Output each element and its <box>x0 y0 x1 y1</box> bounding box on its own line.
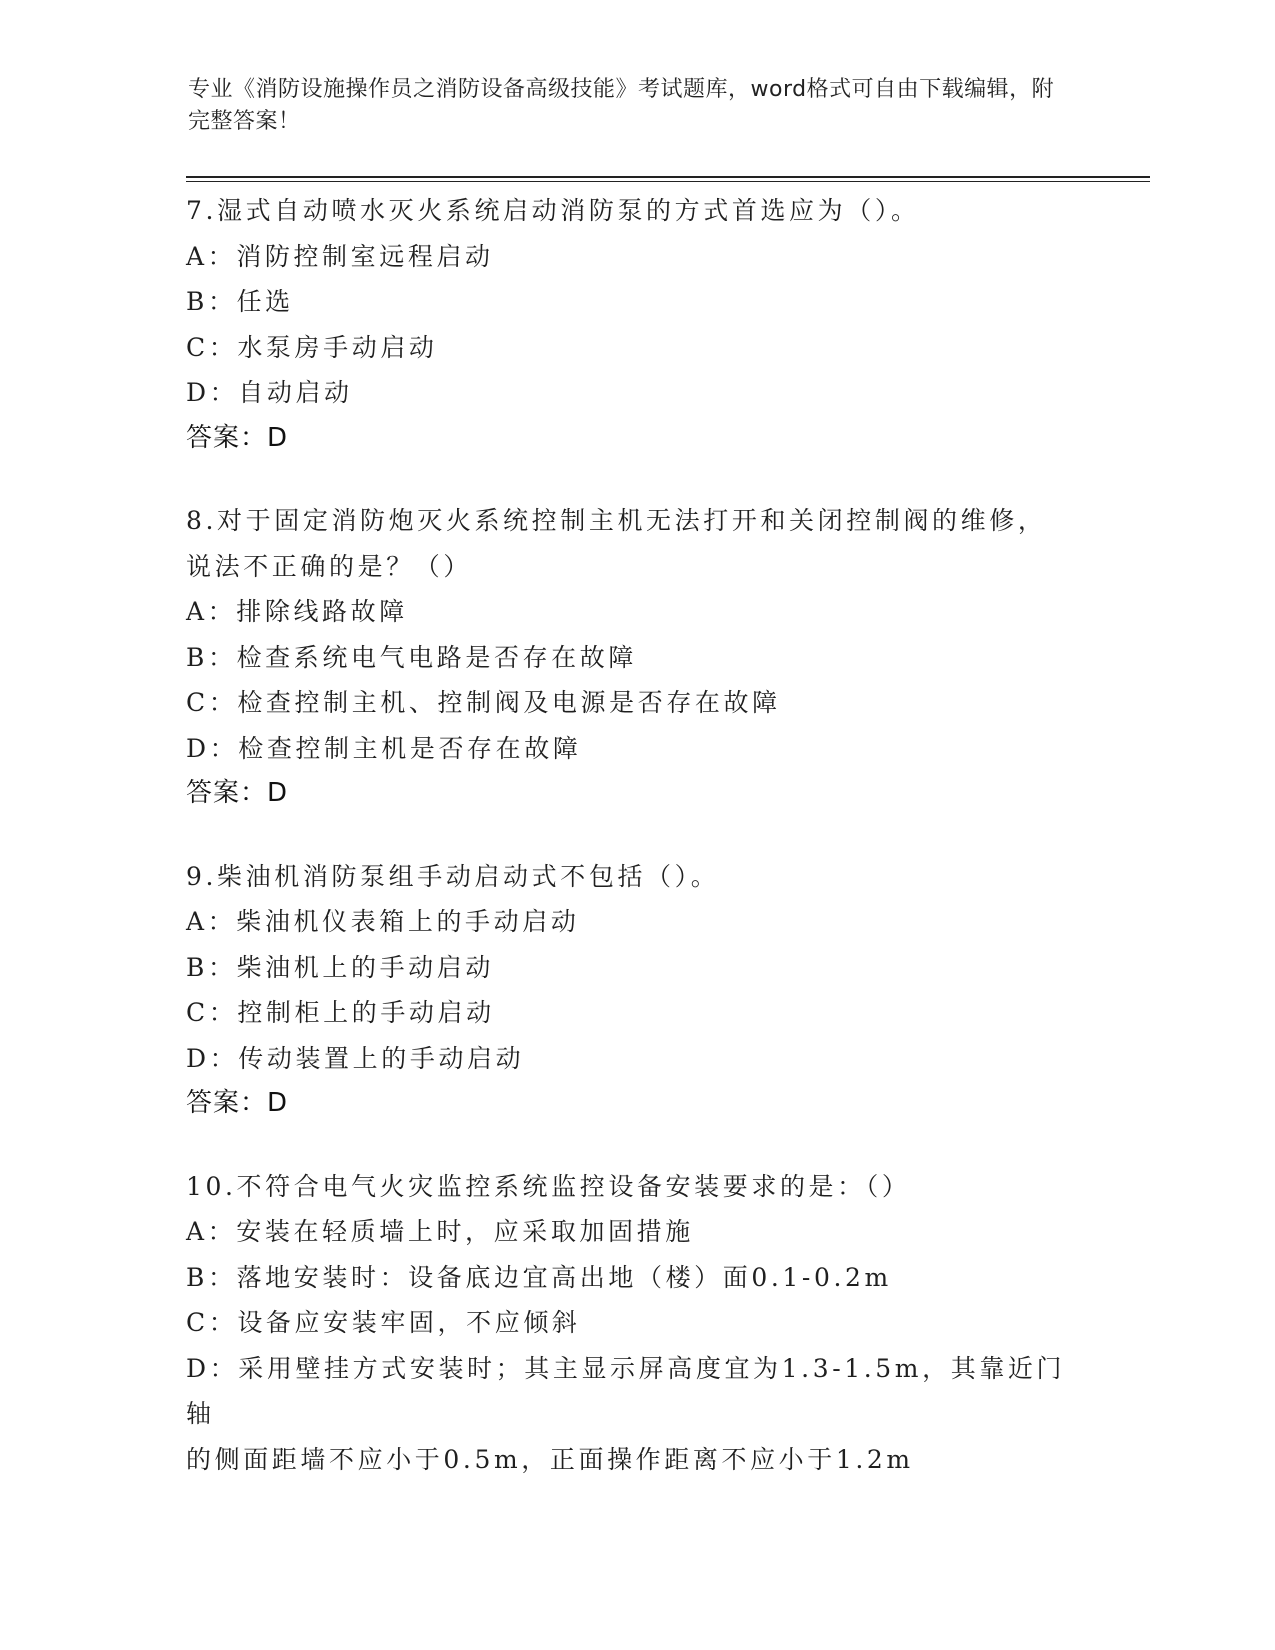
option-d: D：检查控制主机是否存在故障 <box>186 733 582 763</box>
question-9 <box>186 854 1086 1127</box>
option-b: B：柴油机上的手动启动 <box>186 952 494 982</box>
header-divider-thin <box>186 181 1150 182</box>
question-stem: 8.对于固定消防炮灭火系统控制主机无法打开和关闭控制阀的维修， <box>186 506 1047 535</box>
question-stem: 7.湿式自动喷水灭火系统启动消防泵的方式首选应为（）。 <box>186 196 920 225</box>
option-c: C：检查控制主机、控制阀及电源是否存在故障 <box>186 688 781 717</box>
question-10 <box>186 1164 1086 1483</box>
option-a: A：柴油机仪表箱上的手动启动 <box>186 907 580 936</box>
option-c: C：控制柜上的手动启动 <box>186 998 495 1027</box>
option-a: A：排除线路故障 <box>186 597 408 626</box>
option-d: D：传动装置上的手动启动 <box>186 1043 525 1073</box>
question-list <box>186 188 1086 1519</box>
option-b: B：落地安装时：设备底边宜高出地（楼）面0.1-0.2m <box>186 1262 892 1292</box>
option-b: B：检查系统电气电路是否存在故障 <box>186 642 637 672</box>
option-c: C：水泵房手动启动 <box>186 332 438 362</box>
option-d-continued: 的侧面距墙不应小于0.5m，正面操作距离不应小于1.2m <box>186 1444 914 1474</box>
question-7 <box>186 188 1086 461</box>
question-stem: 10.不符合电气火灾监控系统监控设备安装要求的是：（） <box>186 1171 911 1201</box>
answer-line: 答案：D <box>186 422 289 453</box>
document-header: 专业《消防设施操作员之消防设备高级技能》考试题库，word格式可自由下载编辑，附完整答案！ <box>188 77 1055 134</box>
option-a: A：安装在轻质墙上时，应采取加固措施 <box>186 1217 694 1246</box>
question-stem-continued: 说法不正确的是？（） <box>186 551 473 581</box>
question-stem: 9.柴油机消防泵组手动启动式不包括（）。 <box>186 861 720 891</box>
header-divider-thick <box>186 176 1150 178</box>
answer-line: 答案：D <box>186 778 289 808</box>
answer-line: 答案：D <box>186 1088 289 1118</box>
option-a: A：消防控制室远程启动 <box>186 241 494 271</box>
option-b: B：任选 <box>186 287 294 316</box>
question-8 <box>186 498 1086 817</box>
option-d: D：采用壁挂方式安装时；其主显示屏高度宜为1.3-1.5m，其靠近门轴 <box>186 1353 1066 1428</box>
option-d: D：自动启动 <box>186 378 353 407</box>
option-c: C：设备应安装牢固，不应倾斜 <box>186 1308 581 1337</box>
